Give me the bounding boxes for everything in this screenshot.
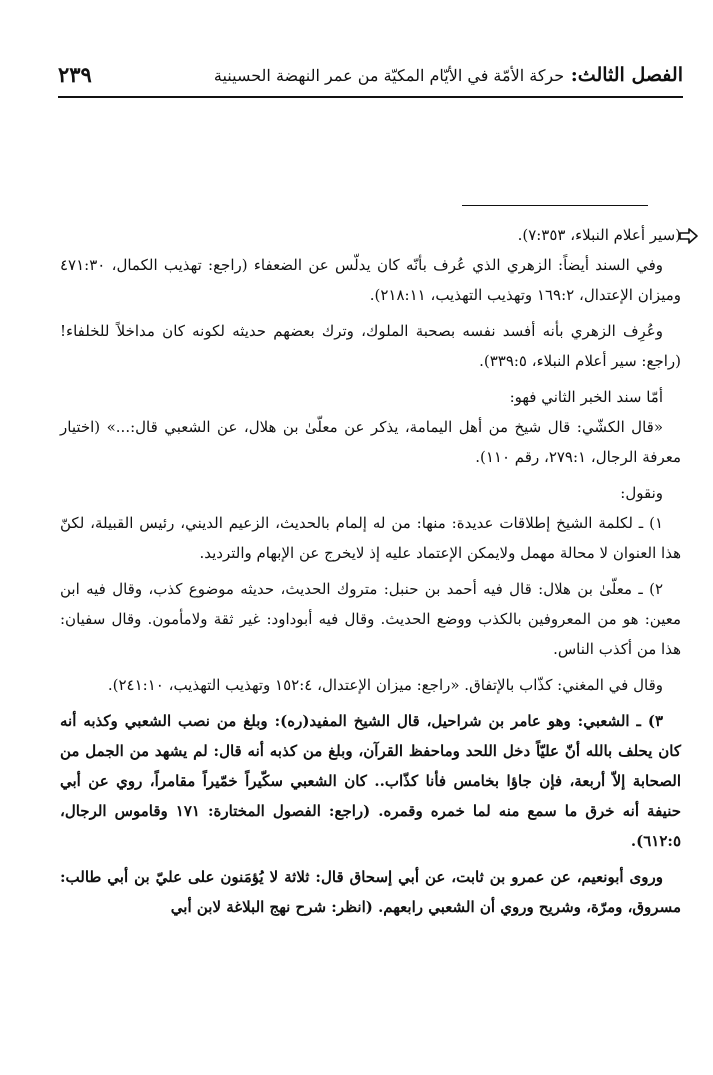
footnote-paragraph: (سير أعلام النبلاء، ٧:٣٥٣). — [517, 226, 681, 244]
footnote-body — [60, 220, 681, 928]
footnote-separator — [462, 205, 648, 206]
footnote-paragraph: ونقول: — [620, 484, 663, 502]
footnote-paragraph: ٢) ـ معلّىٰ بن هلال: قال فيه أحمد بن حنبل: متروك الحديث، حديثه موضوع كذب، وقال فيه ابن معين: هو من المعروفين بالكذب ووضع الحديث. وقال فيه أبوداود: غير ثقة ولامأمون. وقال سفيان: هذا من أكذب الناس. — [60, 580, 681, 658]
page-number: ٢٣٩ — [58, 62, 92, 87]
footnote-paragraph: «قال الكشّي: قال شيخ من أهل اليمامة، يذكر عن معلّىٰ بن هلال، عن الشعبي قال:...» (اختيار معرفة الرجال، ٢٧٩:١، رقم ١١٠). — [60, 418, 681, 466]
footnote-paragraph: أمّا سند الخبر الثاني فهو: — [509, 388, 663, 406]
footnote-paragraph: وفي السند أيضاً: الزهري الذي عُرف بأنّه كان يدلّس عن الضعفاء (راجع: تهذيب الكمال، ٤٧١:٣٠ وميزان الإعتدال، ١٦٩:٢ وتهذيب التهذيب، ٢١٨:١١). — [60, 256, 681, 304]
footnote-paragraph: وروى أبونعيم، عن عمرو بن ثابت، عن أبي إسحاق قال: ثلاثة لا يُؤمَنون على عليّ بن أبي طالب: مسروق، ومرّة، وشريح وروي أن الشعبي رابعهم. (انظر: شرح نهج البلاغة لابن أبي — [60, 868, 681, 916]
footnote-paragraph: وقال في المغني: كذّاب بالإتفاق. «راجع: ميزان الإعتدال، ١٥٢:٤ وتهذيب التهذيب، ٢٤١:١٠). — [107, 676, 663, 694]
chapter-label: الفصل الثالث: — [570, 64, 683, 86]
footnote-paragraph: ٣) ـ الشعبي: وهو عامر بن شراحيل، قال الشيخ المفيد(ره): وبلغ من نصب الشعبي وكذبه أنه كان يحلف بالله أنّ عليّاً دخل اللحد وماحفظ القرآن، وبلغ من كذبه أنه قال: لم يشهد من الجمل من الصحابة إلاّ أربعة، فإن جاؤا بخامس فأنا كذّاب.. كان الشعبي سكّيراً خمّيراً مقامراً، روي عن أبي حنيفة أنه خرق ما سمع منه لما خمره وقمره. (راجع: الفصول المختارة: ١٧١ وقاموس الرجال، ٦١٢:٥). — [60, 712, 681, 850]
running-header — [58, 56, 683, 98]
chapter-title: حركة الأمّة في الأيّام المكيّة من عمر النهضة الحسينية — [213, 66, 565, 85]
footnote-paragraph: وعُرِف الزهري بأنه أفسد نفسه بصحبة الملوك، وترك بعضهم حديثه لكونه كان مداخلاً للخلفاء! (راجع: سير أعلام النبلاء، ٣٣٩:٥). — [60, 322, 681, 370]
header-title — [214, 64, 683, 86]
footnote-paragraph: ١) ـ لكلمة الشيخ إطلاقات عديدة: منها: من له إلمام بالحديث، الزعيم الديني، رئيس القبيلة، لكنّ هذا العنوان لا محالة مهمل ولايمكن الإعتماد عليه إذ لايخرج عن الإبهام والترديد. — [60, 514, 681, 562]
